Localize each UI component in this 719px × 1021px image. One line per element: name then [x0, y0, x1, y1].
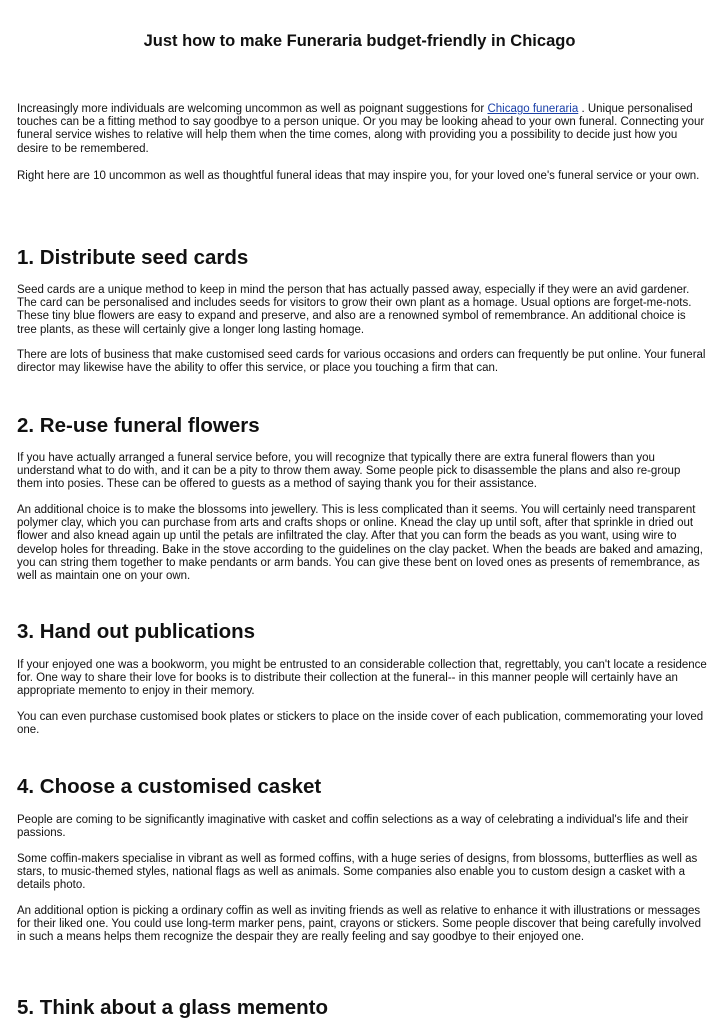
intro-text-after: . Unique personalised touches can be a fitting method to say goodbye to a person unique. Or you may be looking ahead to your own funeral. Connecting your funeral service wishes to relative will help them when the time comes, along with providing you a possibility to decide just how you desire to be remembered. — [17, 103, 705, 155]
section-2-paragraph-2: An additional choice is to make the blossoms into jewellery. This is less complicated than it seems. You will certainly need transparent polymer clay, which you can purchase from arts and crafts shops or online. Knead the clay up until soft, after that sprinkle in dried out flower and also knead again up until the petals are infiltrated the clay. After that you can form the beads as you want, using wire to develop holes for threading. Bake in the stove according to the guidelines on the clay packet. When the beads are baked and amazing, you can string them together to make pendants or arm bands. You can give these bent on loved ones as presents of remembrance, as well as maintain one on your own. — [17, 504, 703, 583]
intro-paragraph-2: Right here are 10 uncommon as well as thoughtful funeral ideas that may inspire you, for your loved one's funeral service or your own. — [17, 170, 700, 182]
section-1-paragraph-1: Seed cards are a unique method to keep in mind the person that has actually passed away, especially if they were an avid gardener. The card can be personalised and includes seeds for visitors to grow their own plant as a homage. Usual options are forget-me-nots. These tiny blue flowers are easy to expand and preserve, and also are a renowned symbol of remembrance. An additional choice is tree plants, as these will certainly give a longer long lasting homage. — [17, 284, 692, 336]
section-4-paragraph-2: Some coffin-makers specialise in vibrant as well as formed coffins, with a huge series of designs, from blossoms, butterflies as well as stars, to music-themed styles, national flags as well as animals. Some companies also enable you to custom design a casket with a details photo. — [17, 853, 698, 892]
section-heading-3: 3. Hand out publications — [17, 620, 256, 643]
intro-text-before: Increasingly more individuals are welcoming uncommon as well as poignant suggestions for — [17, 103, 488, 115]
section-4-paragraph-3: An additional option is picking a ordinary coffin as well as inviting friends as well as relative to enhance it with illustrations or messages for their liked one. You could use long-term marker pens, paint, crayons or stickers. Some people discover that being carefully involved in such a means helps them recognize the despair they are really feeling and say goodbye to their enjoyed one. — [17, 905, 701, 944]
section-4-paragraph-1: People are coming to be significantly imaginative with casket and coffin selections as a way of celebrating a individual's life and their passions. — [17, 814, 689, 840]
section-heading-2: 2. Re-use funeral flowers — [17, 414, 260, 437]
section-2-paragraph-1: If you have actually arranged a funeral service before, you will recognize that typically there are extra funeral flowers than you understand what to do with, and it can be a pity to throw them away. Some people pick to disassemble the plans and also re-group them into posies. These can be offered to guests as a method of saying thank you for their assistance. — [17, 452, 681, 491]
section-heading-4: 4. Choose a customised casket — [17, 775, 322, 798]
section-3-paragraph-1: If your enjoyed one was a bookworm, you might be entrusted to an considerable collection that, regrettably, you can't locate a residence for. One way to share their love for books is to distribute their collection at the funeral-- in this manner people will certainly have an appropriate memento to enjoy in their memory. — [17, 659, 707, 698]
intro-paragraph-1 — [17, 103, 707, 156]
page-title: Just how to make Funeraria budget-friendly in Chicago — [143, 32, 576, 50]
section-heading-5: 5. Think about a glass memento — [17, 996, 328, 1019]
section-1-paragraph-2: There are lots of business that make customised seed cards for various occasions and orders can frequently be put online. Your funeral director may likewise have the ability to offer this service, or place you touching a firm that can. — [17, 349, 706, 375]
section-heading-1: 1. Distribute seed cards — [17, 246, 249, 269]
section-3-paragraph-2: You can even purchase customised book plates or stickers to place on the inside cover of each publication, commemorating your loved one. — [17, 711, 704, 737]
chicago-funeraria-link[interactable]: Chicago funeraria — [487, 103, 579, 115]
